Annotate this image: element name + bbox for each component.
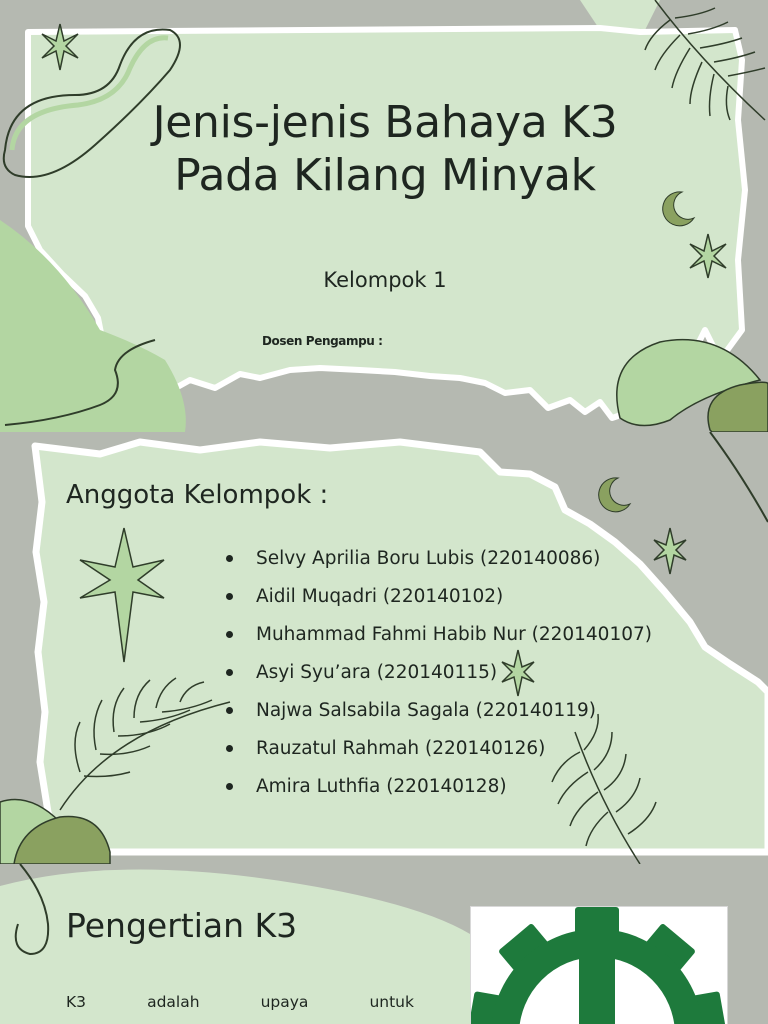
vine-right <box>710 432 768 522</box>
k3-logo-card <box>470 906 728 1024</box>
list-item: Amira Luthfia (220140128) <box>224 768 652 806</box>
list-item: Selvy Aprilia Boru Lubis (220140086) <box>224 540 652 578</box>
k3-gear-logo-icon <box>471 907 727 1024</box>
crescent-moon-icon <box>599 478 630 512</box>
dosen-label: Dosen Pengampu : <box>262 334 383 348</box>
list-item: Asyi Syu’ara (220140115) <box>224 654 652 692</box>
list-item: Rauzatul Rahmah (220140126) <box>224 730 652 768</box>
member-list <box>224 540 652 806</box>
list-item: Muhammad Fahmi Habib Nur (220140107) <box>224 616 652 654</box>
title-slide-artwork <box>0 0 768 432</box>
list-item: Aidil Muqadri (220140102) <box>224 578 652 616</box>
slide-title: Jenis-jenis Bahaya K3 Pada Kilang Minyak <box>152 97 618 201</box>
sparkle-star-icon <box>654 528 686 574</box>
members-heading: Anggota Kelompok : <box>66 480 329 510</box>
title-slide <box>0 0 768 432</box>
slide-subtitle: Kelompok 1 <box>323 268 447 292</box>
pengertian-paragraph: K3 adalah upaya untuk <box>66 993 414 1011</box>
list-item: Najwa Salsabila Sagala (220140119) <box>224 692 652 730</box>
members-slide <box>0 432 768 864</box>
pengertian-heading: Pengertian K3 <box>66 906 298 945</box>
definition-slide <box>0 864 768 1024</box>
